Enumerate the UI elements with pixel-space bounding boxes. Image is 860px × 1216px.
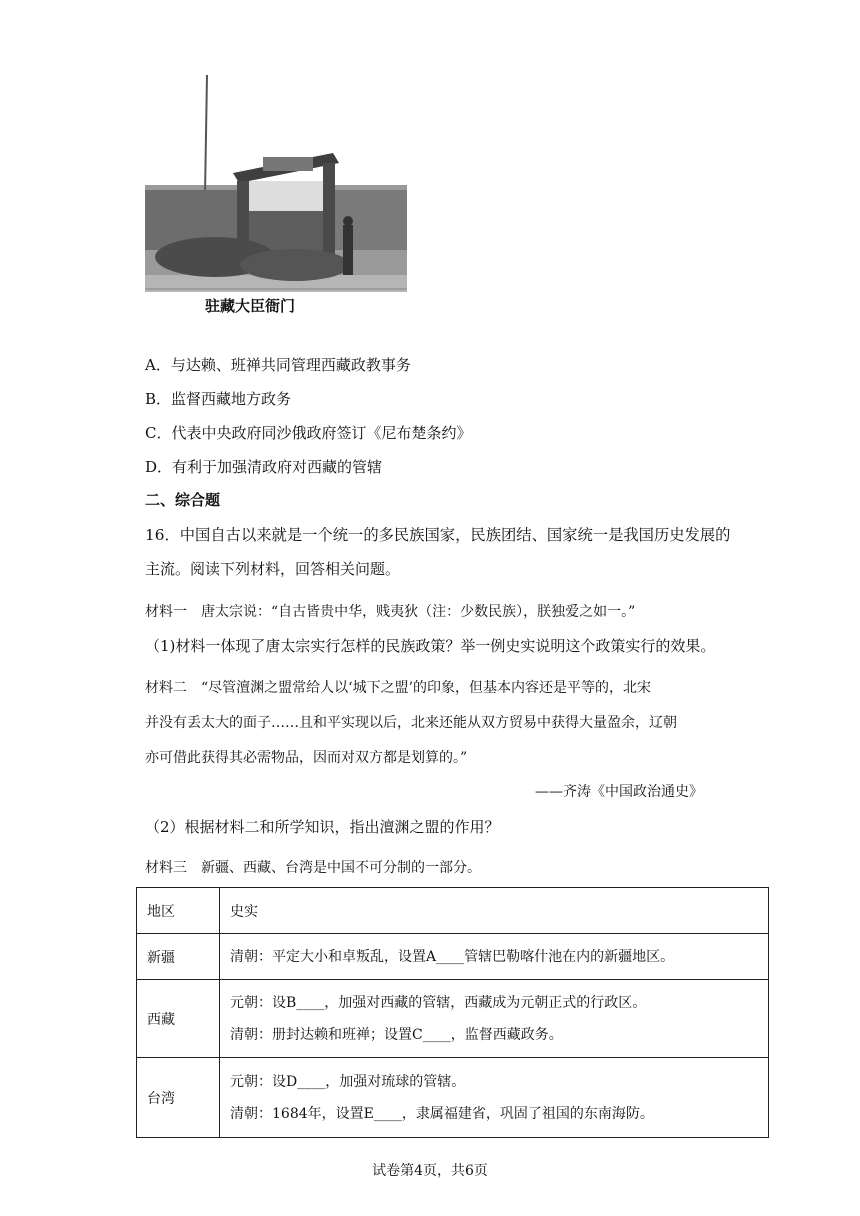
table-header-row: [137, 888, 769, 934]
facts-cell: [220, 934, 769, 980]
facts-cell: [220, 1058, 769, 1138]
table-row: [137, 980, 769, 1058]
material-2-line-3: 亦可借此获得其必需物品，因而对双方都是划算的。”: [145, 750, 468, 766]
history-table: [136, 887, 769, 1138]
option-a: A．与达赖、班禅共同管理西藏政教事务: [145, 356, 411, 374]
facts-cell: [220, 980, 769, 1058]
q16-intro-2: 主流。阅读下列材料，回答相关问题。: [145, 560, 401, 578]
material-3: 材料三 新疆、西藏、台湾是中国不可分制的一部分。: [145, 860, 481, 876]
material-2-line-1: 材料二 “尽管澶渊之盟常给人以‘城下之盟’的印象，但基本内容还是平等的，北宋: [145, 680, 652, 696]
fact-line: 清朝：册封达赖和班禅；设置C____，监督西藏政务。: [230, 1026, 563, 1043]
yamen-photo: [145, 75, 407, 292]
page-footer: 试卷第4页，共6页: [372, 1163, 488, 1179]
fact-line: 清朝：1684年，设置E____，隶属福建省，巩固了祖国的东南海防。: [230, 1105, 654, 1122]
material-2-line-2: 并没有丢太大的面子……且和平实现以后，北来还能从双方贸易中获得大量盈余，辽朝: [145, 715, 677, 731]
sub-question-1: （1)材料一体现了唐太宗实行怎样的民族政策？举一例史实说明这个政策实行的效果。: [145, 637, 716, 655]
material-1: 材料一 唐太宗说：“自古皆贵中华，贱夷狄（注：少数民族），朕独爱之如一。”: [145, 604, 636, 620]
fact-line: 元朝：设B____，加强对西藏的管辖，西藏成为元朝正式的行政区。: [230, 994, 647, 1011]
region-cell: 新疆: [137, 934, 220, 980]
fact-line: 清朝：平定大小和卓叛乱，设置A____管辖巴勒喀什池在内的新疆地区。: [230, 948, 675, 965]
option-d: D．有利于加强清政府对西藏的管辖: [145, 458, 383, 476]
q16-intro-1: 16．中国自古以来就是一个统一的多民族国家，民族团结、国家统一是我国历史发展的: [145, 526, 731, 544]
sub-question-2: （2）根据材料二和所学知识，指出澶渊之盟的作用？: [145, 818, 500, 836]
header-facts: 史实: [220, 888, 769, 934]
material-2-source: ——齐涛《中国政治通史》: [535, 784, 703, 800]
option-c: C．代表中央政府同沙俄政府签订《尼布楚条约》: [145, 424, 472, 442]
section-title: 二、综合题: [145, 491, 221, 509]
option-b: B．监督西藏地方政务: [145, 390, 292, 408]
fact-line: 元朝：设D____，加强对琉球的管辖。: [230, 1073, 466, 1090]
table-row: [137, 934, 769, 980]
region-cell: 台湾: [137, 1058, 220, 1138]
figure-caption: 驻藏大臣衙门: [205, 297, 296, 315]
region-cell: 西藏: [137, 980, 220, 1058]
header-region: 地区: [137, 888, 220, 934]
table-row: [137, 1058, 769, 1138]
